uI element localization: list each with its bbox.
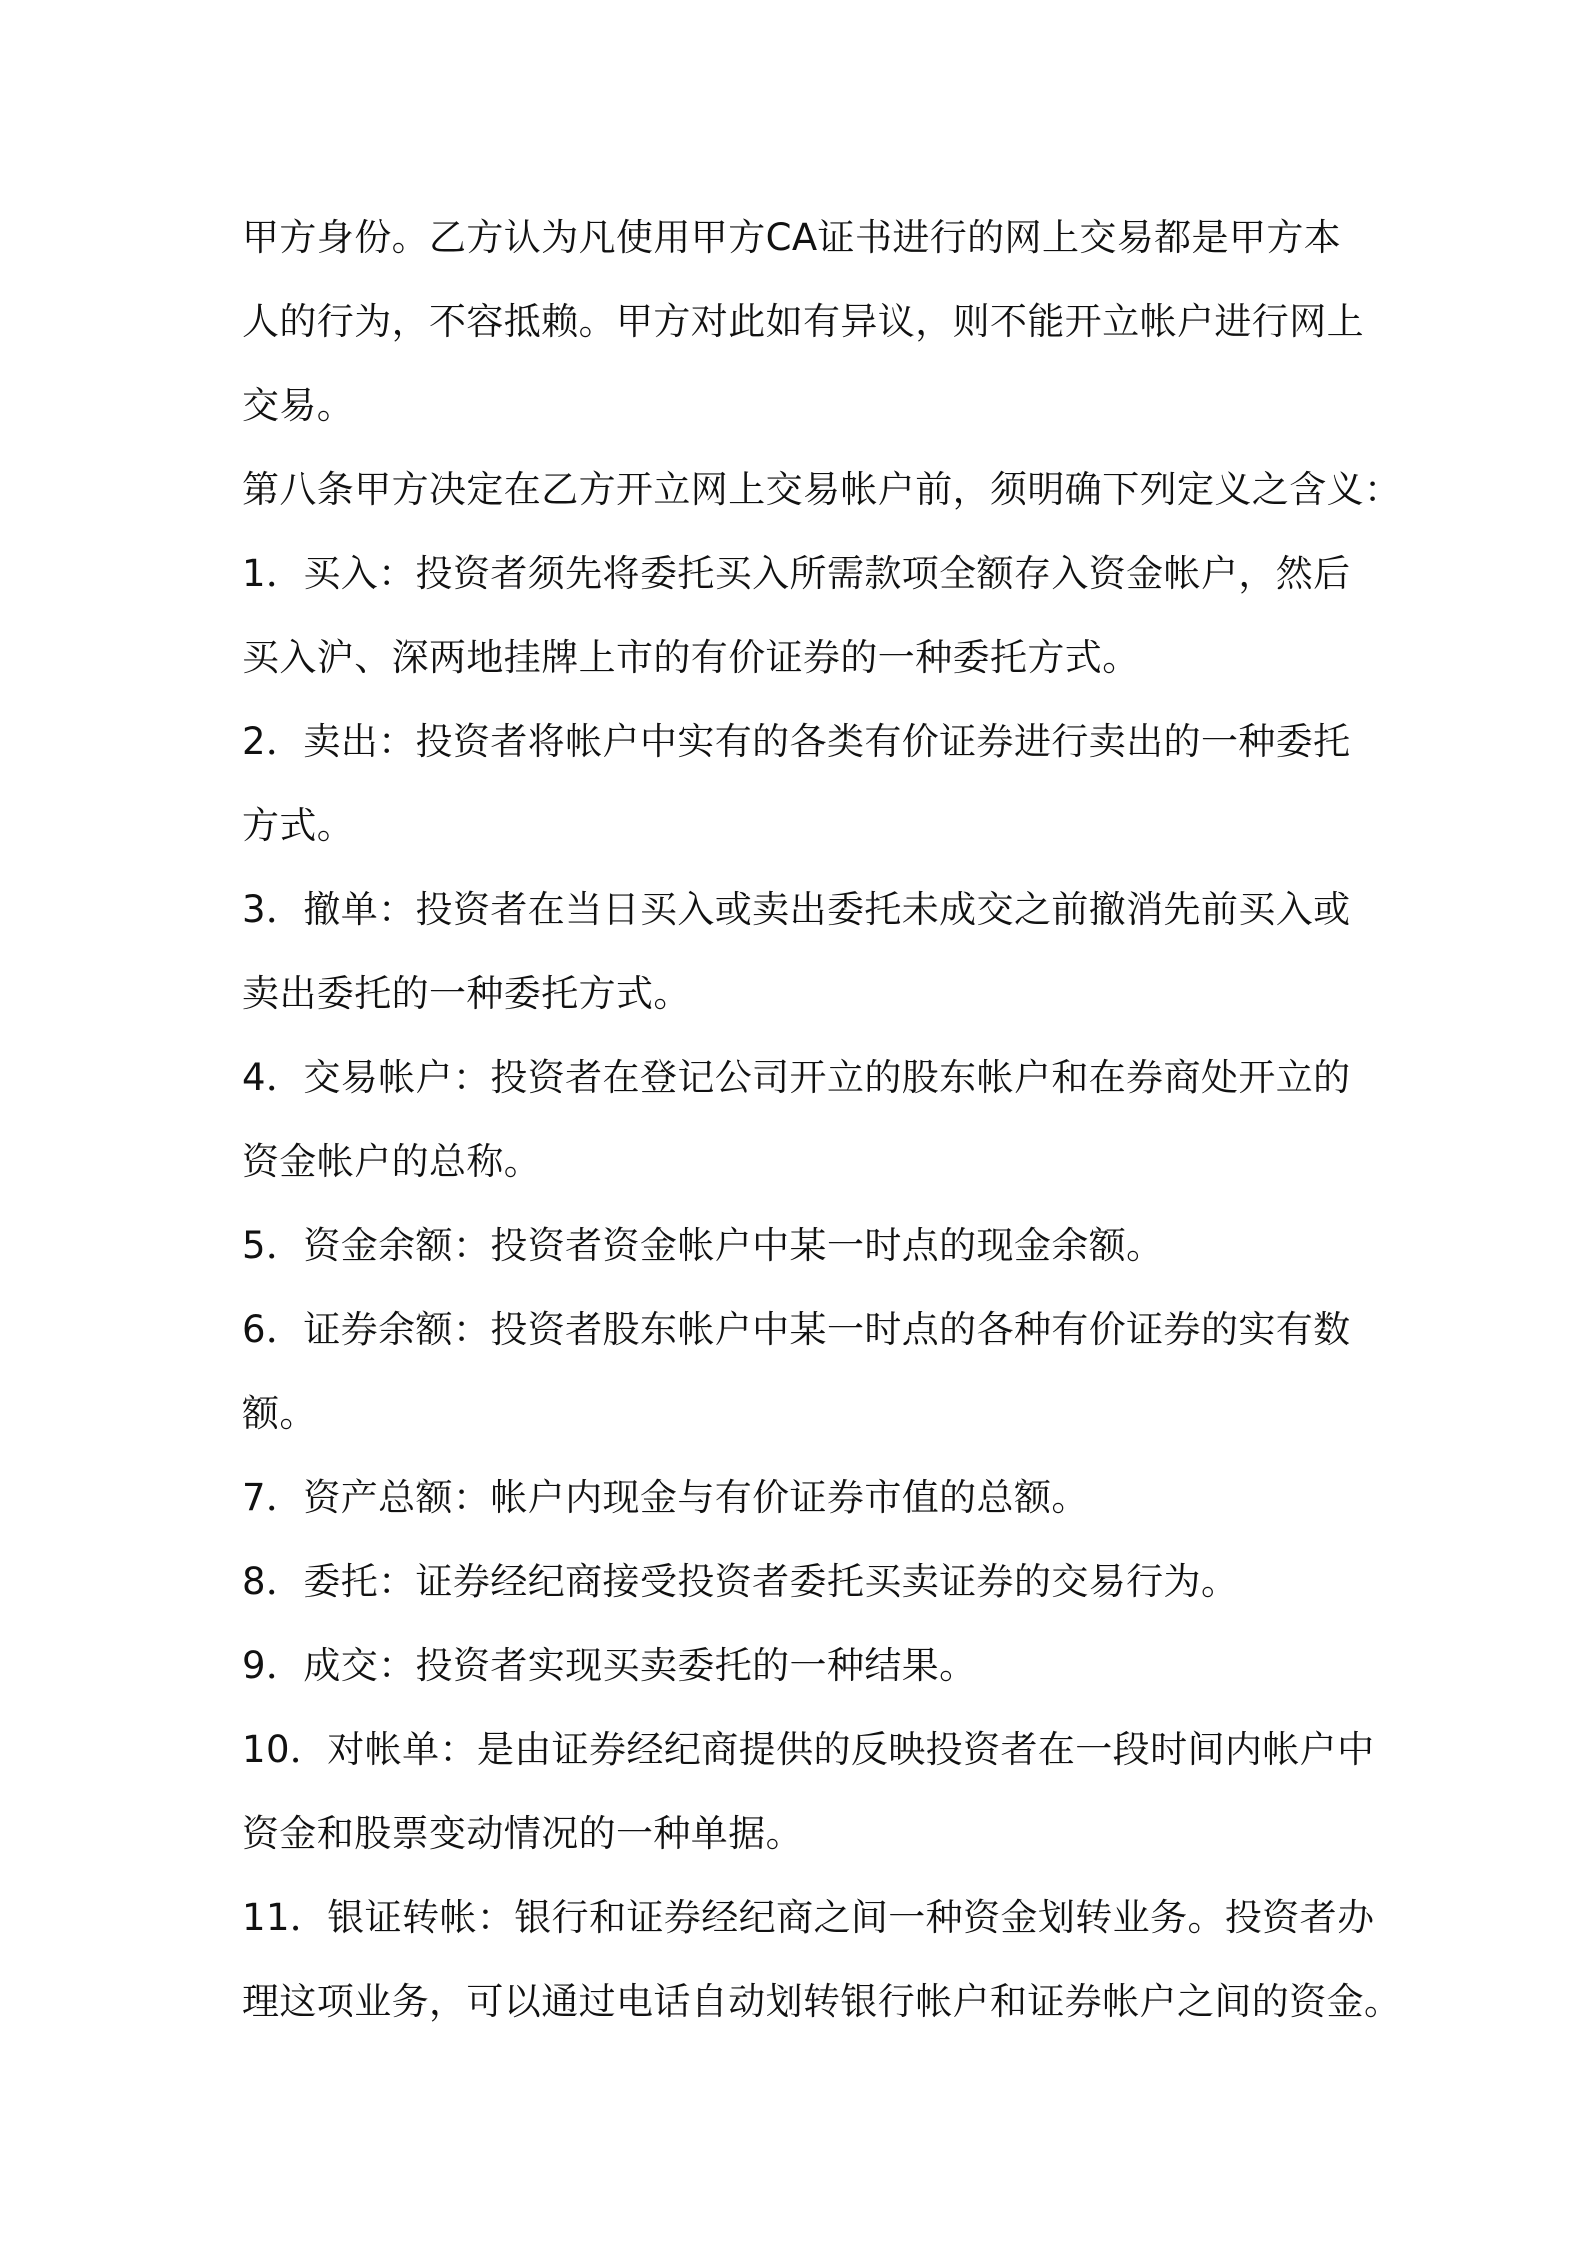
document-body <box>242 196 1402 2044</box>
definition-sell: 2．卖出：投资者将帐户中实有的各类有价证券进行卖出的一种委托 <box>242 720 1351 763</box>
article-heading: 第八条甲方决定在乙方开立网上交易帐户前，须明确下列定义之含义： <box>242 468 1402 511</box>
text-line: 资金和股票变动情况的一种单据。 <box>242 1812 803 1855</box>
text-line: 甲方身份。乙方认为凡使用甲方CA证书进行的网上交易都是甲方本 <box>242 216 1342 259</box>
definition-buy: 1．买入：投资者须先将委托买入所需款项全额存入资金帐户，然后 <box>242 552 1351 595</box>
definition-bank-securities-transfer: 11．银证转帐：银行和证券经纪商之间一种资金划转业务。投资者办 <box>242 1896 1375 1939</box>
definition-total-assets: 7．资产总额：帐户内现金与有价证券市值的总额。 <box>242 1476 1089 1519</box>
definition-cancel-order: 3．撤单：投资者在当日买入或卖出委托未成交之前撤消先前买入或 <box>242 888 1351 931</box>
text-line: 买入沪、深两地挂牌上市的有价证券的一种委托方式。 <box>242 636 1140 679</box>
text-line: 人的行为，不容抵赖。甲方对此如有异议，则不能开立帐户进行网上 <box>242 300 1364 343</box>
text-line: 卖出委托的一种委托方式。 <box>242 972 691 1015</box>
definition-statement: 10．对帐单：是由证券经纪商提供的反映投资者在一段时间内帐户中 <box>242 1728 1375 1771</box>
text-line: 方式。 <box>242 804 355 847</box>
definition-securities-balance: 6．证券余额：投资者股东帐户中某一时点的各种有价证券的实有数 <box>242 1308 1351 1351</box>
text-line: 额。 <box>242 1392 317 1435</box>
text-line: 理这项业务，可以通过电话自动划转银行帐户和证券帐户之间的资金。 <box>242 1980 1402 2023</box>
text-line: 交易。 <box>242 384 355 427</box>
definition-entrust: 8．委托：证券经纪商接受投资者委托买卖证券的交易行为。 <box>242 1560 1239 1603</box>
text-line: 资金帐户的总称。 <box>242 1140 542 1183</box>
definition-deal: 9．成交：投资者实现买卖委托的一种结果。 <box>242 1644 977 1687</box>
definition-cash-balance: 5．资金余额：投资者资金帐户中某一时点的现金余额。 <box>242 1224 1164 1267</box>
definition-trading-account: 4．交易帐户：投资者在登记公司开立的股东帐户和在券商处开立的 <box>242 1056 1351 1099</box>
